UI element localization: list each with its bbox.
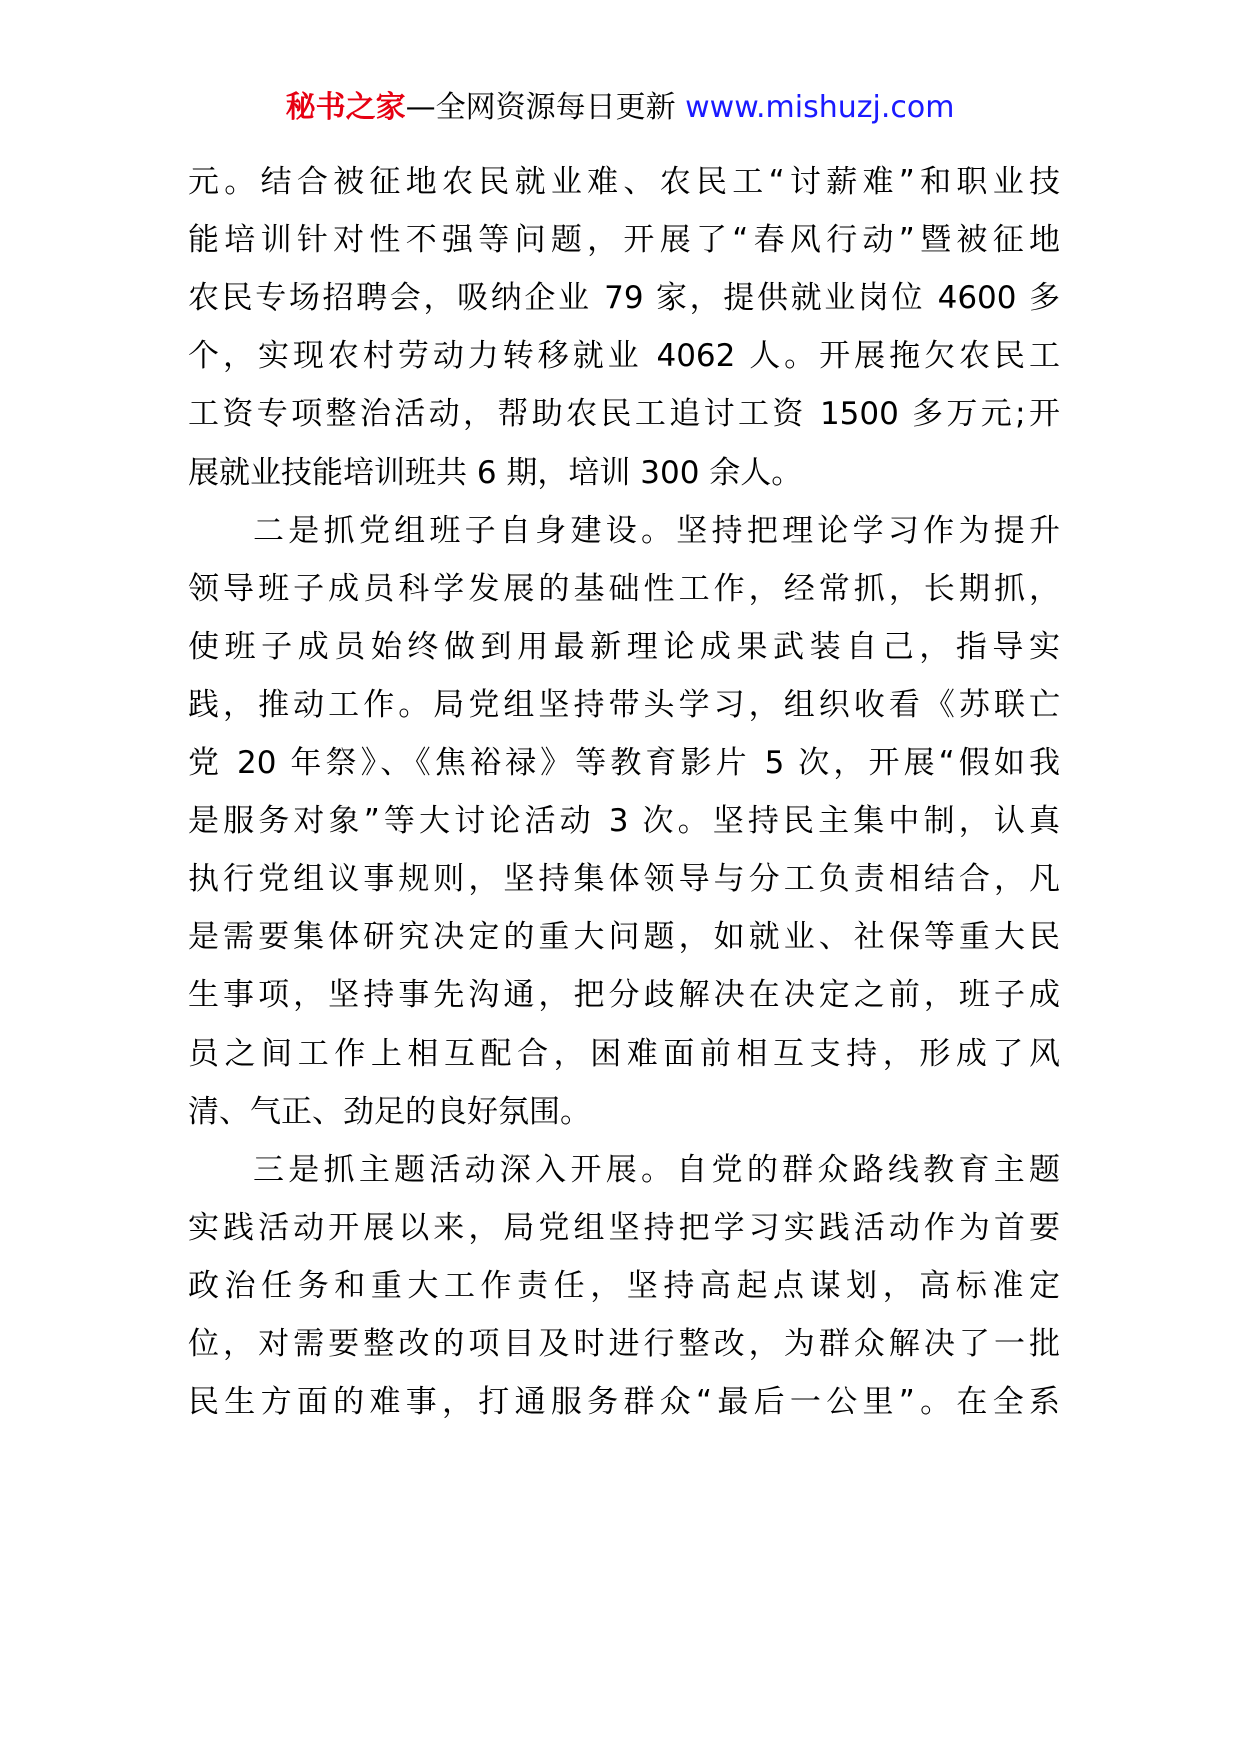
text-line: 生事项，坚持事先沟通，把分歧解决在决定之前，班子成 — [188, 977, 1060, 1013]
text-line: 农民专场招聘会，吸纳企业 79 家，提供就业岗位 4600 多 — [188, 280, 1060, 316]
text-line: 实践活动开展以来，局党组坚持把学习实践活动作为首要 — [188, 1210, 1060, 1246]
text-line: 员之间工作上相互配合，困难面前相互支持，形成了风 — [188, 1036, 1060, 1072]
text-line: 二是抓党组班子自身建设。坚持把理论学习作为提升 — [253, 513, 1060, 549]
text-line: 政治任务和重大工作责任，坚持高起点谋划，高标准定 — [188, 1268, 1060, 1304]
text-line: 是需要集体研究决定的重大问题，如就业、社保等重大民 — [188, 919, 1060, 955]
site-url-link[interactable]: www.mishuzj.com — [685, 90, 955, 125]
text-line: 民生方面的难事，打通服务群众“最后一公里”。在全系 — [188, 1384, 1060, 1420]
text-line: 展就业技能培训班共 6 期，培训 300 余人。 — [188, 455, 803, 491]
text-line: 党 20 年祭》、《焦裕禄》等教育影片 5 次，开展“假如我 — [188, 745, 1060, 781]
text-line: 清、气正、劲足的良好氛围。 — [188, 1094, 591, 1130]
text-line: 位，对需要整改的项目及时进行整改，为群众解决了一批 — [188, 1326, 1060, 1362]
page-header — [0, 90, 1240, 126]
text-line: 个，实现农村劳动力转移就业 4062 人。开展拖欠农民工 — [188, 338, 1060, 374]
text-line: 三是抓主题活动深入开展。自党的群众路线教育主题 — [253, 1152, 1060, 1188]
text-line: 能培训针对性不强等问题，开展了“春风行动”暨被征地 — [188, 222, 1060, 258]
text-line: 执行党组议事规则，坚持集体领导与分工负责相结合，凡 — [188, 861, 1060, 897]
text-line: 践，推动工作。局党组坚持带头学习，组织收看《苏联亡 — [188, 687, 1060, 723]
text-line: 使班子成员始终做到用最新理论成果武装自己，指导实 — [188, 629, 1060, 665]
text-line: 元。结合被征地农民就业难、农民工“讨薪难”和职业技 — [188, 164, 1060, 200]
text-line: 领导班子成员科学发展的基础性工作，经常抓，长期抓， — [188, 571, 1060, 607]
text-line: 工资专项整治活动，帮助农民工追讨工资 1500 多万元;开 — [188, 396, 1060, 432]
text-line: 是服务对象”等大讨论活动 3 次。坚持民主集中制，认真 — [188, 803, 1060, 839]
site-brand: 秘书之家 — [285, 90, 406, 125]
site-tagline: —全网资源每日更新 — [405, 90, 676, 125]
